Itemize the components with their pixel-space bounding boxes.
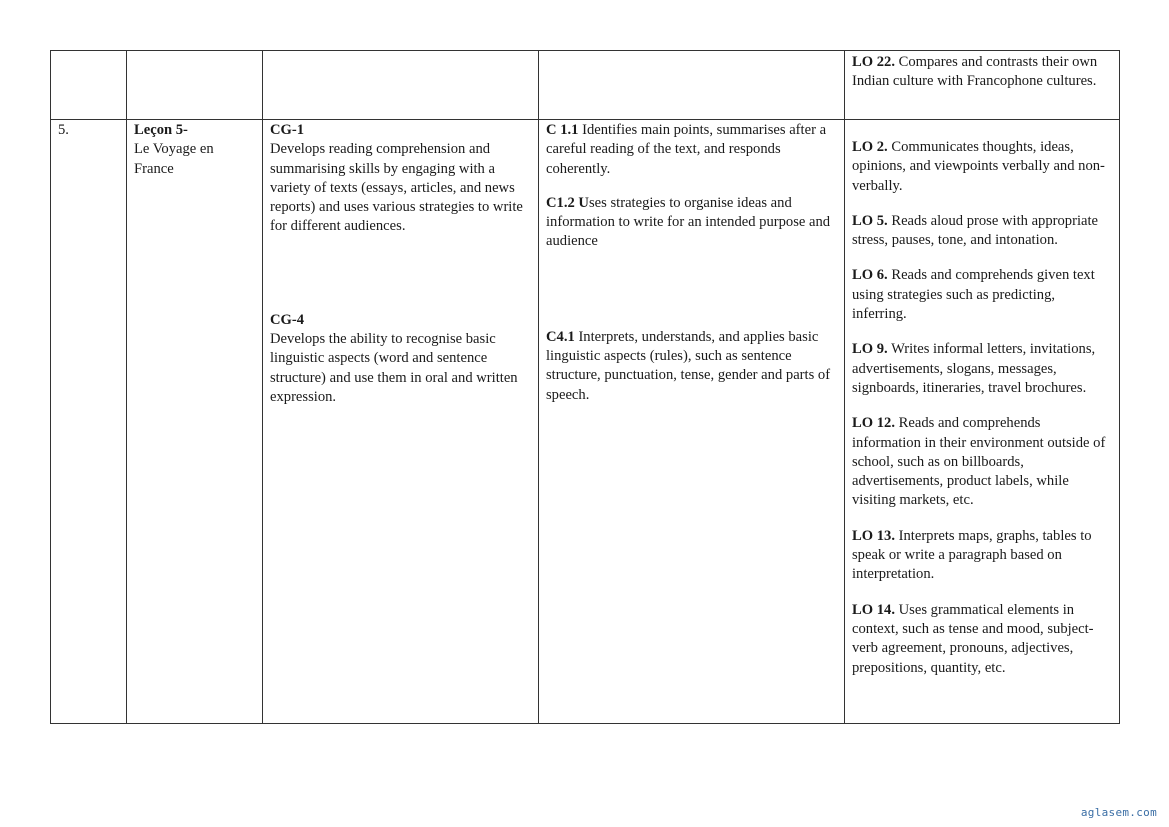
curriculum-table xyxy=(50,50,1120,724)
cell-learning-outcomes xyxy=(845,51,1120,120)
lesson-title: Leçon 5- xyxy=(134,122,188,138)
cg-item: CG-1 Develops reading comprehension and summarising skills by engaging with a variety of texts (essays, articles, and news reports) and uses various strategies to write for different audiences. xyxy=(270,122,523,235)
lo-item: LO 13. Interprets maps, graphs, tables to speak or write a paragraph based on interpretation. xyxy=(852,527,1092,583)
cell-learning-outcomes xyxy=(845,120,1120,724)
cell-curricular-goals xyxy=(263,120,539,724)
cell-competencies xyxy=(539,51,845,120)
competency-item: C 1.1 Identifies main points, summarises after a careful reading of the text, and responds coherently. xyxy=(546,122,827,177)
competency-item: C4.1 Interprets, understands, and applies basic linguistic aspects (rules), such as sentence structure, punctuation, tense, gender and parts of speech. xyxy=(546,328,831,403)
lesson-name: Le Voyage en France xyxy=(134,141,214,177)
competency-item: C1.2 Uses strategies to organise ideas and information to write for an intended purpose and audience xyxy=(546,194,831,250)
cell-lesson xyxy=(127,51,263,120)
cell-number: 5. xyxy=(51,120,127,724)
lo-item: LO 12. Reads and comprehends information in their environment outside of school, such as on billboards, advertisements, product labels, while visiting markets, etc. xyxy=(852,415,1106,509)
cg-item: CG-4 Develops the ability to recognise basic linguistic aspects (word and sentence structure) and use them in oral and written expression. xyxy=(270,311,518,405)
table-row-continued xyxy=(51,51,1120,120)
lo-item: LO 2. Communicates thoughts, ideas, opinions, and viewpoints verbally and non-verbally. xyxy=(852,139,1105,194)
lo-item: LO 14. Uses grammatical elements in context, such as tense and mood, subject-verb agreement, pronouns, adjectives, prepositions, quantity, etc. xyxy=(852,601,1094,676)
cell-number xyxy=(51,51,127,120)
lo-item: LO 9. Writes informal letters, invitations, advertisements, slogans, messages, signboards, itineraries, travel brochures. xyxy=(852,341,1096,396)
table-row xyxy=(51,120,1120,724)
lo-item: LO 22. Compares and contrasts their own Indian culture with Francophone cultures. xyxy=(852,54,1098,90)
watermark-link[interactable]: aglasem.com xyxy=(1080,806,1157,819)
lo-item: LO 6. Reads and comprehends given text using strategies such as predicting, inferring. xyxy=(852,267,1095,323)
cell-lesson xyxy=(127,120,263,724)
cell-curricular-goals xyxy=(263,51,539,120)
lo-item: LO 5. Reads aloud prose with appropriate stress, pauses, tone, and intonation. xyxy=(852,212,1099,249)
cell-competencies xyxy=(539,120,845,724)
